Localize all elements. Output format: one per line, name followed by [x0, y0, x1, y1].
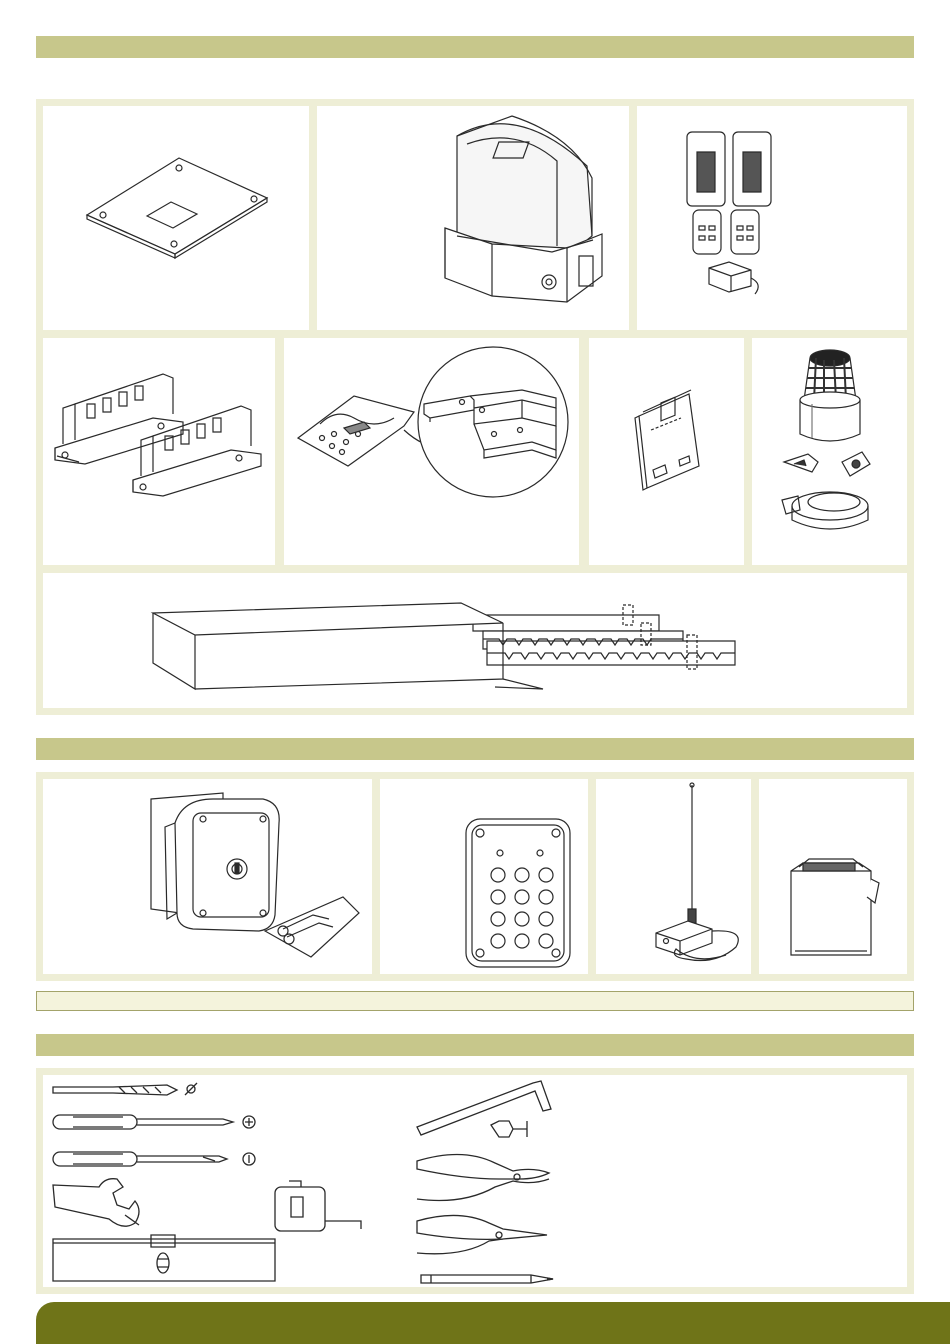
photocells-and-remotes-drawing [637, 106, 907, 330]
limit-switch-brackets-panel [284, 338, 579, 565]
battery-drawing [759, 779, 907, 974]
kit-contents-frame [36, 99, 914, 715]
flat-screwdriver-icon [53, 1152, 255, 1166]
pencil-icon [421, 1275, 553, 1283]
antenna-panel [596, 779, 751, 974]
limit-switch-bracket-drawing [284, 338, 579, 565]
cutting-pliers-icon [417, 1154, 549, 1200]
spirit-level-icon [53, 1235, 275, 1281]
footer-bar [36, 1302, 950, 1344]
optional-accessories-header-bar [36, 738, 914, 760]
hex-key-icon [417, 1081, 551, 1137]
phillips-screwdriver-icon [53, 1115, 255, 1129]
gear-motor-panel [317, 106, 629, 330]
key-selector-drawing [43, 779, 372, 974]
foundation-plate-drawing [43, 106, 309, 330]
tools-required-frame [36, 1068, 914, 1294]
optional-accessories-frame [36, 772, 914, 981]
drill-bit-icon [53, 1085, 177, 1095]
key-selector-panel [43, 779, 372, 974]
flashing-light-panel [752, 338, 907, 565]
wrench-icon [53, 1179, 139, 1227]
release-brackets-drawing [43, 338, 275, 565]
gear-motor-drawing [317, 106, 629, 330]
rack-sections-panel [43, 573, 907, 708]
antenna-drawing [596, 779, 751, 974]
tape-measure-icon [275, 1181, 361, 1231]
rack-sections-drawing [43, 573, 907, 708]
tools-panel [43, 1075, 907, 1287]
digital-keypad-drawing [380, 779, 588, 974]
photocells-remotes-panel [637, 106, 907, 330]
digital-keypad-panel [380, 779, 588, 974]
tools-required-header-bar [36, 1034, 914, 1056]
diameter-icon [185, 1083, 197, 1095]
foundation-plate-panel [43, 106, 309, 330]
accessories-note-bar [36, 991, 914, 1011]
tools-drawing [43, 1075, 907, 1287]
manual-booklet-panel [589, 338, 744, 565]
flashing-light-drawing [752, 338, 907, 565]
kit-contents-header-bar [36, 36, 914, 58]
long-nose-pliers-icon [417, 1215, 547, 1253]
manual-booklet-drawing [589, 338, 744, 565]
battery-panel [759, 779, 907, 974]
release-brackets-panel [43, 338, 275, 565]
